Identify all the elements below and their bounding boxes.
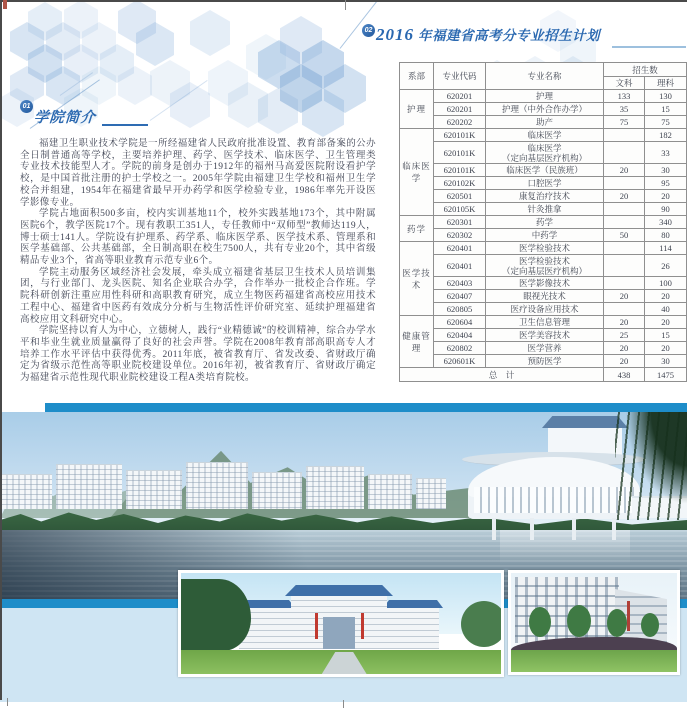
cell-science: 80: [645, 229, 687, 242]
lawn: [511, 650, 677, 672]
cell-dept: 医学技术: [400, 242, 434, 316]
cell-arts: [604, 203, 645, 216]
cell-major: [486, 142, 604, 164]
dorm-building: [0, 474, 52, 509]
total-arts: 438: [604, 368, 645, 382]
cell-science: 20: [645, 290, 687, 303]
cell-major: 眼视光技术: [486, 290, 604, 303]
intro-body: [20, 139, 376, 385]
cell-major: 护理（中外合作办学）: [486, 103, 604, 116]
cell-code: 620201: [434, 103, 486, 116]
cell-science: 182: [645, 129, 687, 142]
cell-science: 40: [645, 303, 687, 316]
cell-major: 助产: [486, 116, 604, 129]
cell-arts: 133: [604, 90, 645, 103]
page-scan-edge-top: [0, 0, 687, 2]
cell-code: 620805: [434, 303, 486, 316]
major-line2: （定向基层医疗机构）: [501, 265, 587, 276]
intro-title: 学院简介: [33, 110, 97, 126]
cell-code: 620301: [434, 216, 486, 229]
enrollment-table: [399, 62, 687, 382]
cell-code: 620401: [434, 242, 486, 255]
cell-science: 15: [645, 329, 687, 342]
cell-arts: [604, 216, 645, 229]
red-banner: [315, 613, 318, 639]
cell-science: 90: [645, 203, 687, 216]
col-header-code: 专业代码: [434, 63, 486, 90]
red-accent: [627, 601, 630, 631]
cell-major: 护理: [486, 90, 604, 103]
cell-code: 620407: [434, 290, 486, 303]
table-row: [400, 342, 687, 355]
table-row: [400, 103, 687, 116]
cell-dept: 健康管理: [400, 316, 434, 368]
stilt: [612, 518, 616, 540]
major-line1: 临床医学: [527, 142, 562, 153]
table-total-row: [400, 368, 687, 382]
cell-code: 620302: [434, 229, 486, 242]
cell-major: 医学营养: [486, 342, 604, 355]
col-header-major: 专业名称: [486, 63, 604, 90]
cell-major: 口腔医学: [486, 177, 604, 190]
dorm-building: [56, 464, 122, 509]
cell-science: 340: [645, 216, 687, 229]
cell-arts: [604, 242, 645, 255]
red-banner: [361, 613, 364, 639]
cell-code: 620404: [434, 329, 486, 342]
dorm-building: [126, 470, 182, 509]
cell-arts: 20: [604, 316, 645, 329]
cell-major: 中药学: [486, 229, 604, 242]
trees: [461, 601, 504, 647]
cell-major: 针灸推拿: [486, 203, 604, 216]
dorm-building: [186, 462, 248, 509]
table-row: [400, 316, 687, 329]
col-header-dept: 系部: [400, 63, 434, 90]
cell-arts: [604, 255, 645, 277]
cell-major: 预防医学: [486, 355, 604, 368]
cell-major: 医学美容技术: [486, 329, 604, 342]
table-row: [400, 116, 687, 129]
section-college-intro: [20, 100, 380, 385]
section-number-badge: 02: [362, 24, 375, 37]
table-row: [400, 216, 687, 229]
cell-science: 95: [645, 177, 687, 190]
cell-arts: [604, 129, 645, 142]
tree: [567, 605, 591, 637]
cell-major: 药学: [486, 216, 604, 229]
intro-paragraph: 学院占地面积500多亩，校内实训基地11个，校外实践基地173个，其中附属医院6个，教学医院17个。现有教职工351人，专任教师中“双师型”教师达119人，博士硕士141人。学院设有护理系、药学系、临床医学系、医学技术系、管理系和医学基础部、公共基础部，全日制高职在校生7500人，共有专业20个，其中省级精品专业3个，省高等职业教育示范专业6个。: [20, 209, 376, 267]
hexagon-icon: [190, 10, 230, 56]
total-label: 总 计: [400, 368, 604, 382]
print-mark: [343, 700, 344, 708]
cell-major: 临床医学: [486, 129, 604, 142]
cell-major: 临床医学（民族班）: [486, 164, 604, 177]
col-header-science: 理科: [645, 77, 687, 90]
cell-code: 620403: [434, 277, 486, 290]
table-row: [400, 290, 687, 303]
cell-science: 30: [645, 355, 687, 368]
cell-science: 114: [645, 242, 687, 255]
trees: [178, 579, 251, 651]
intro-paragraph: 福建卫生职业技术学院是一所经福建省人民政府批准设置、教育部备案的公办全日制普通高等学校，主要培养护理、药学、医学技术、临床医学、卫生管理类专业技术技能型人才。学院的前身是创办于1912年的福州马高爱医院附设看护学校，是中国首批注册的护士学校之一。2005年学院由福建卫生学校和福州卫生学校合并组建，1954年在福建省最早开办药学和医学检验专业，1986年率先开设医学影像专业。: [20, 139, 376, 208]
major-line2: （定向基层医疗机构）: [501, 152, 587, 163]
col-header-arts: 文科: [604, 77, 645, 90]
center-roof: [285, 585, 393, 596]
cell-dept: 药学: [400, 216, 434, 242]
stilt: [492, 518, 496, 540]
cell-science: 20: [645, 190, 687, 203]
cell-science: 20: [645, 316, 687, 329]
cell-major: [486, 255, 604, 277]
campus-main-building-photo: [178, 570, 504, 677]
table-row: [400, 329, 687, 342]
cell-dept: 临床医学: [400, 129, 434, 216]
table-row: [400, 229, 687, 242]
water-reflection: [500, 530, 630, 564]
plan-title: 年福建省高考分专业招生计划: [418, 28, 600, 43]
tree: [529, 607, 551, 637]
cell-code: 620101K: [434, 129, 486, 142]
cell-code: 620101K: [434, 142, 486, 164]
cell-code: 620105K: [434, 203, 486, 216]
cell-arts: [604, 177, 645, 190]
cell-major: 卫生信息管理: [486, 316, 604, 329]
building-wing: [387, 607, 439, 649]
colonnade: [474, 487, 634, 513]
entrance-glass: [323, 617, 355, 649]
wing-roof: [383, 600, 443, 608]
cell-code: 620201: [434, 90, 486, 103]
table-row: [400, 129, 687, 142]
print-mark: [345, 0, 346, 10]
cell-code: 620802: [434, 342, 486, 355]
dorm-building: [368, 474, 412, 509]
table-row: [400, 303, 687, 316]
cell-major: 医疗设备应用技术: [486, 303, 604, 316]
table-row: [400, 164, 687, 177]
intro-header: [20, 100, 380, 130]
cell-science: 30: [645, 164, 687, 177]
cell-arts: 20: [604, 164, 645, 177]
table-row: [400, 355, 687, 368]
cell-arts: 25: [604, 329, 645, 342]
intro-paragraph: 学院坚持以育人为中心，立德树人，践行“业精德诚”的校训精神，综合办学水平和毕业生就业质量赢得了良好的社会声誉。学院在2008年教育部高职高专人才培养工作水平评估中获得优秀。2011年底，被省教育厅、省发改委、省财政厅确定为省级示范性高等职业院校建设单位。2016年初，被省教育厅、省财政厅确定为福建省示范性现代职业院校建设工程A类培育院校。: [20, 326, 376, 384]
cell-arts: 35: [604, 103, 645, 116]
tree: [641, 613, 659, 637]
table-row: [400, 255, 687, 277]
cell-arts: [604, 303, 645, 316]
cell-arts: 75: [604, 116, 645, 129]
cell-code: 620102K: [434, 177, 486, 190]
willow-branches: [615, 412, 687, 520]
cell-major: 康复治疗技术: [486, 190, 604, 203]
cell-science: 100: [645, 277, 687, 290]
cell-code: 620101K: [434, 164, 486, 177]
dorm-building: [252, 472, 302, 509]
plan-header: [362, 24, 687, 56]
cell-code: 620601K: [434, 355, 486, 368]
cell-code: 620501: [434, 190, 486, 203]
page-scan-edge-left: [0, 0, 2, 700]
table-row: [400, 242, 687, 255]
table-row: [400, 142, 687, 164]
table-row: [400, 177, 687, 190]
cell-major: 医学检验技术: [486, 242, 604, 255]
cell-major: 医学影像技术: [486, 277, 604, 290]
tree: [607, 609, 627, 637]
cell-arts: [604, 277, 645, 290]
table-row: [400, 190, 687, 203]
cell-science: 20: [645, 342, 687, 355]
cell-science: 75: [645, 116, 687, 129]
cell-science: 15: [645, 103, 687, 116]
intro-paragraph: 学院主动服务区域经济社会发展，牵头成立福建省基层卫生技术人员培训集团，与行业部门、龙头医院、知名企业联合办学，合作举办一批校企合作班。学院科研创新注重应用性科研和高职教育研究，成立生物医药福建省高校应用技术工程中心、福建省中医药有效成分分析与生物活性评价研究室、延续护理福建省高校应用文科研究中心。: [20, 267, 376, 325]
dorm-building: [306, 466, 364, 509]
building-front-face: [515, 577, 619, 643]
major-line1: 医学检验技术: [518, 255, 570, 266]
cell-code: 620202: [434, 116, 486, 129]
print-mark: [3, 0, 7, 9]
cell-science: 33: [645, 142, 687, 164]
cell-dept: 护理: [400, 90, 434, 129]
plan-title-underline: [612, 46, 686, 48]
cell-science: 130: [645, 90, 687, 103]
dorm-building: [416, 478, 446, 509]
table-row: [400, 203, 687, 216]
cell-code: 620604: [434, 316, 486, 329]
col-header-enroll: 招生数: [604, 63, 687, 77]
stilt: [530, 518, 534, 540]
cell-arts: 20: [604, 342, 645, 355]
cell-science: 26: [645, 255, 687, 277]
intro-title-underline: [102, 124, 148, 126]
cell-arts: [604, 142, 645, 164]
cell-arts: 20: [604, 190, 645, 203]
cell-arts: 50: [604, 229, 645, 242]
print-mark: [7, 698, 8, 706]
cell-arts: 20: [604, 355, 645, 368]
cell-code: 620401: [434, 255, 486, 277]
cell-arts: 20: [604, 290, 645, 303]
plan-title-year: 2016: [376, 25, 414, 44]
table-row: [400, 90, 687, 103]
campus-side-building-photo: [508, 570, 680, 675]
section-number-badge: 01: [20, 100, 33, 113]
table-row: [400, 277, 687, 290]
section-enrollment-plan: [362, 24, 687, 380]
total-science: 1475: [645, 368, 687, 382]
stilt: [572, 518, 576, 540]
